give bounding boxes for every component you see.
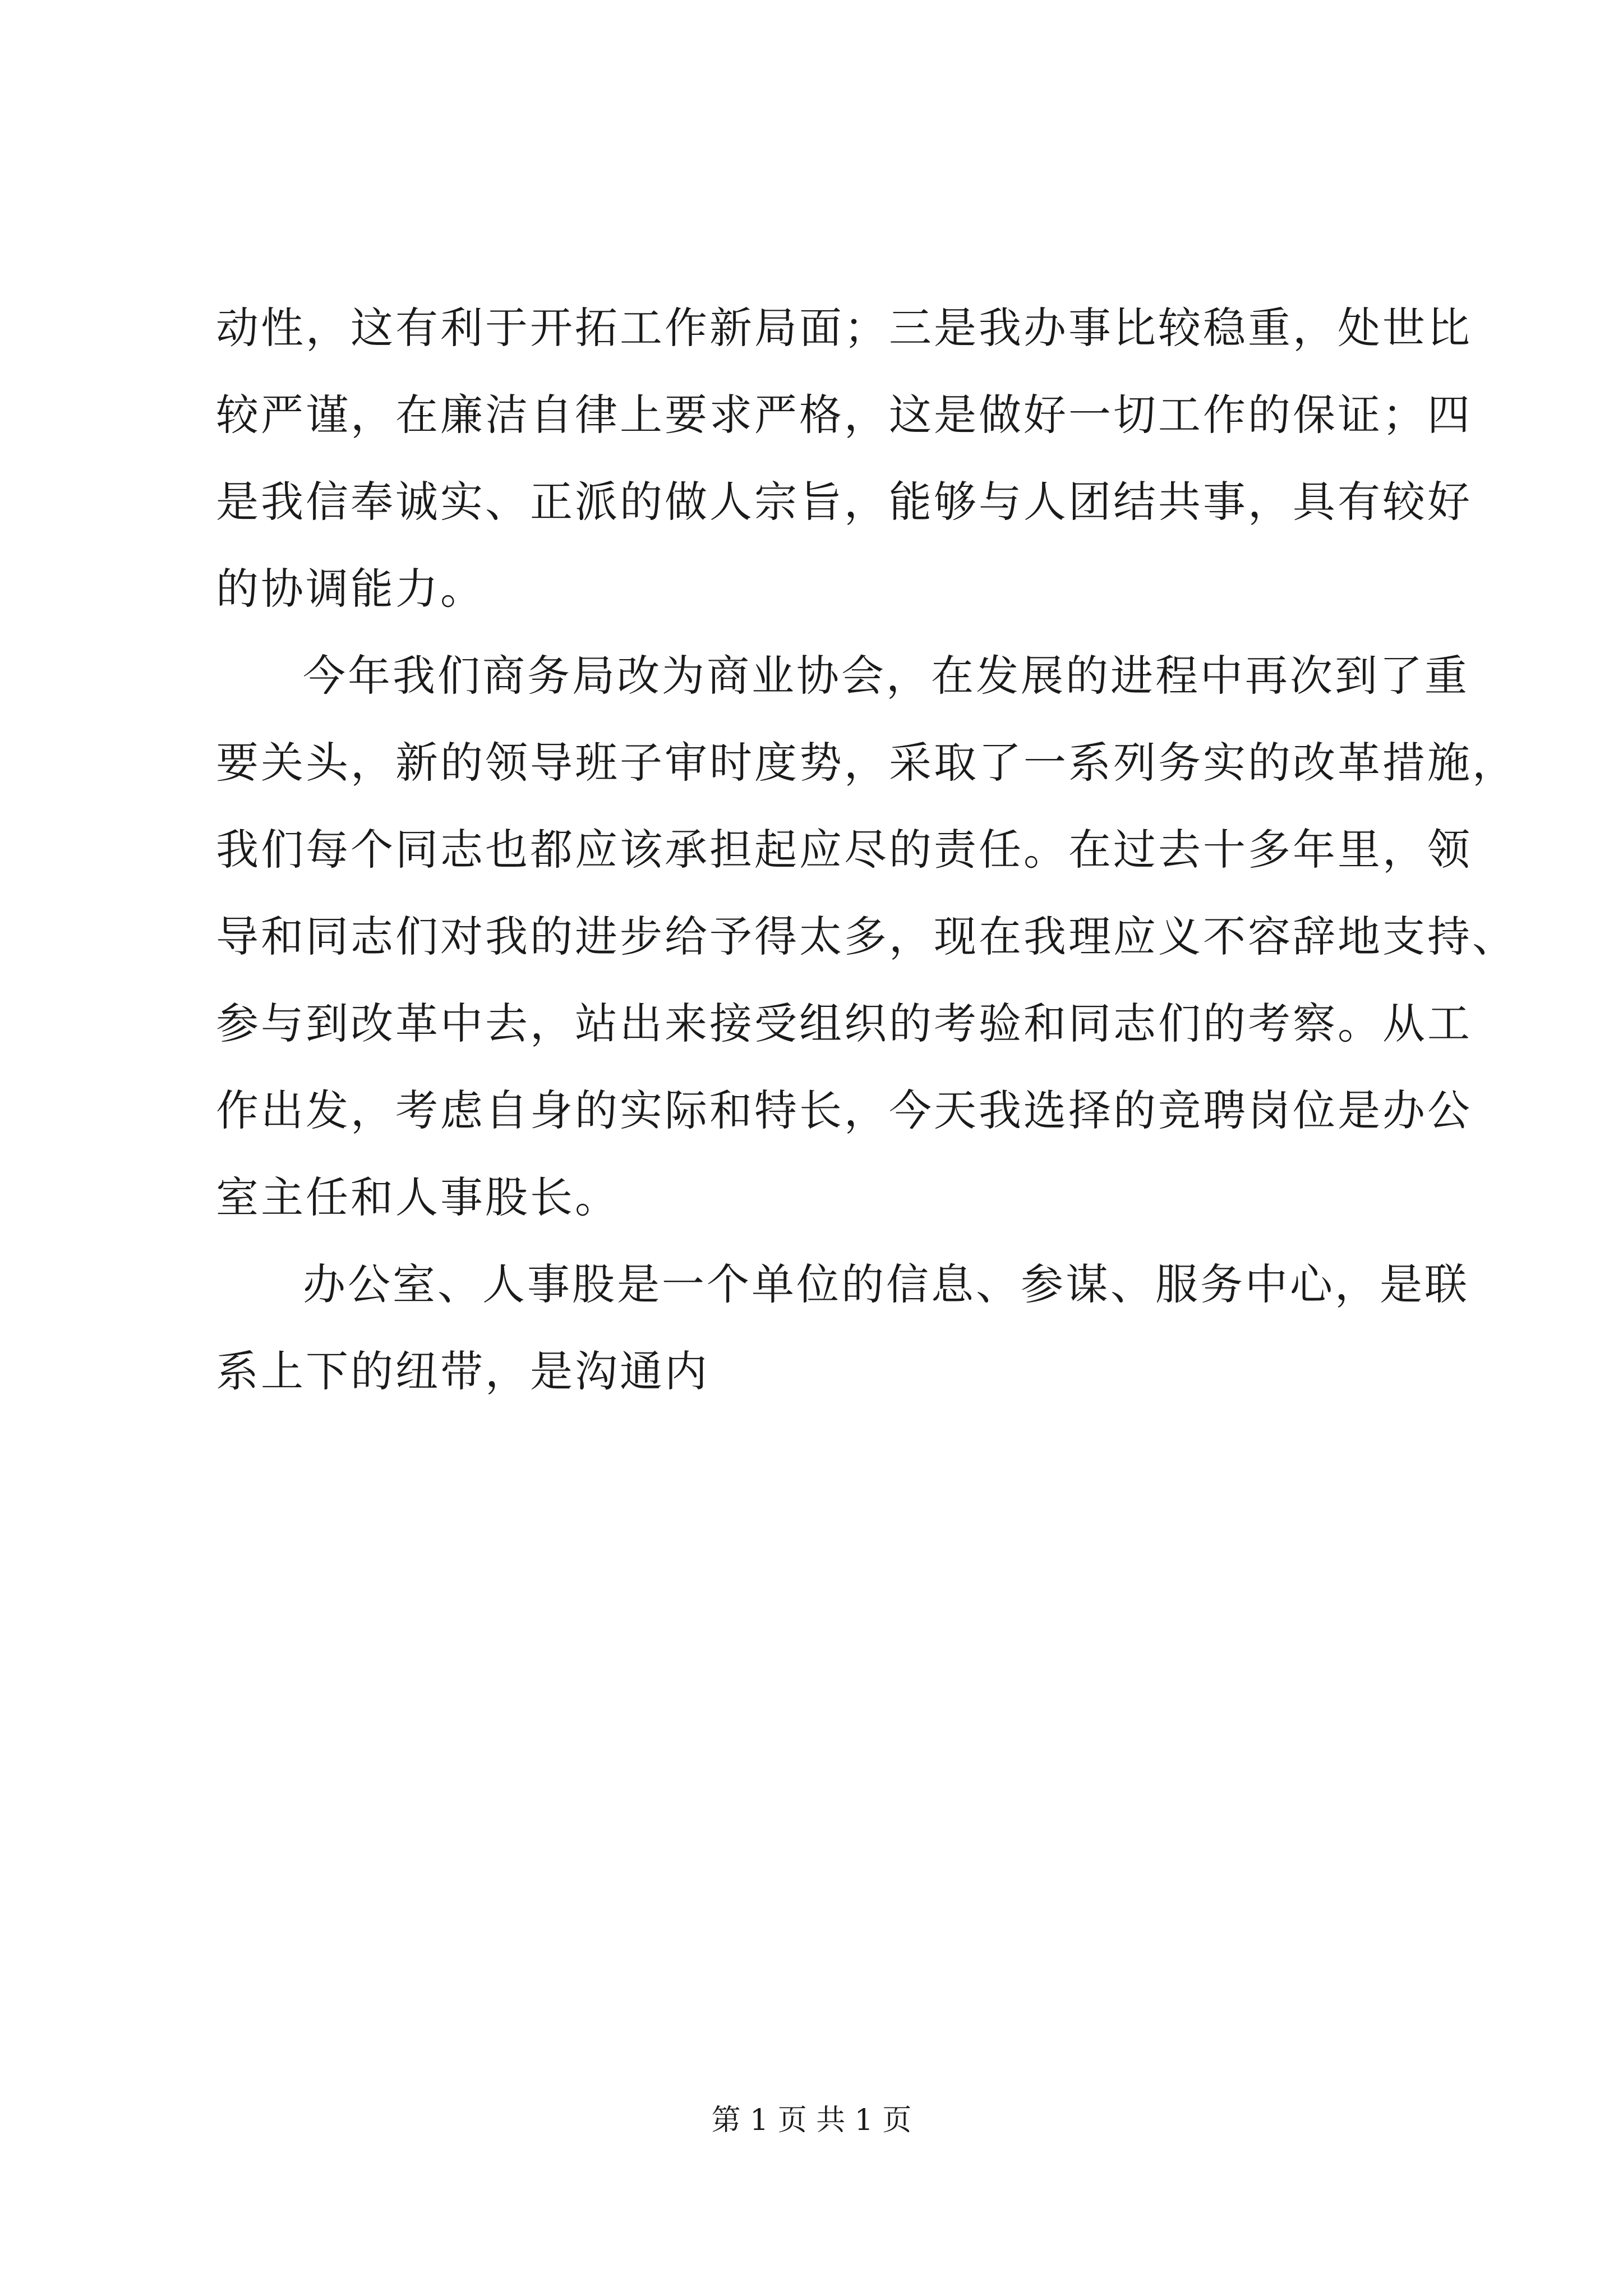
paragraph-line: 动性，这有利于开拓工作新局面；三是我办事比较稳重，处世比 (216, 303, 1472, 353)
paragraph-line: 系上下的纽带，是沟通内 (216, 1346, 709, 1396)
paragraph-line: 导和同志们对我的进步给予得太多，现在我理应义不容辞地支持、 (216, 912, 1517, 961)
paragraph-line: 要关头，新的领导班子审时度势，采取了一系列务实的改革措施， (216, 738, 1517, 788)
paragraph-line: 的协调能力。 (216, 564, 485, 614)
page-footer: 第 1 页 共 1 页 (711, 2104, 912, 2137)
paragraph-line: 是我信奉诚实、正派的做人宗旨，能够与人团结共事，具有较好 (216, 477, 1472, 527)
paragraph-first-line: 今年我们商务局改为商业协会，在发展的进程中再次到了重 (303, 651, 1469, 701)
paragraph-first-line: 办公室、人事股是一个单位的信息、参谋、服务中心，是联 (303, 1259, 1469, 1309)
paragraph-line: 参与到改革中去，站出来接受组织的考验和同志们的考察。从工 (216, 999, 1472, 1048)
paragraph-line: 作出发，考虑自身的实际和特长，今天我选择的竞聘岗位是办公 (216, 1085, 1472, 1135)
paragraph-line: 较严谨，在廉洁自律上要求严格，这是做好一切工作的保证；四 (216, 390, 1472, 440)
paragraph-line: 室主任和人事股长。 (216, 1172, 620, 1222)
paragraph-line: 我们每个同志也都应该承担起应尽的责任。在过去十多年里，领 (216, 825, 1472, 875)
